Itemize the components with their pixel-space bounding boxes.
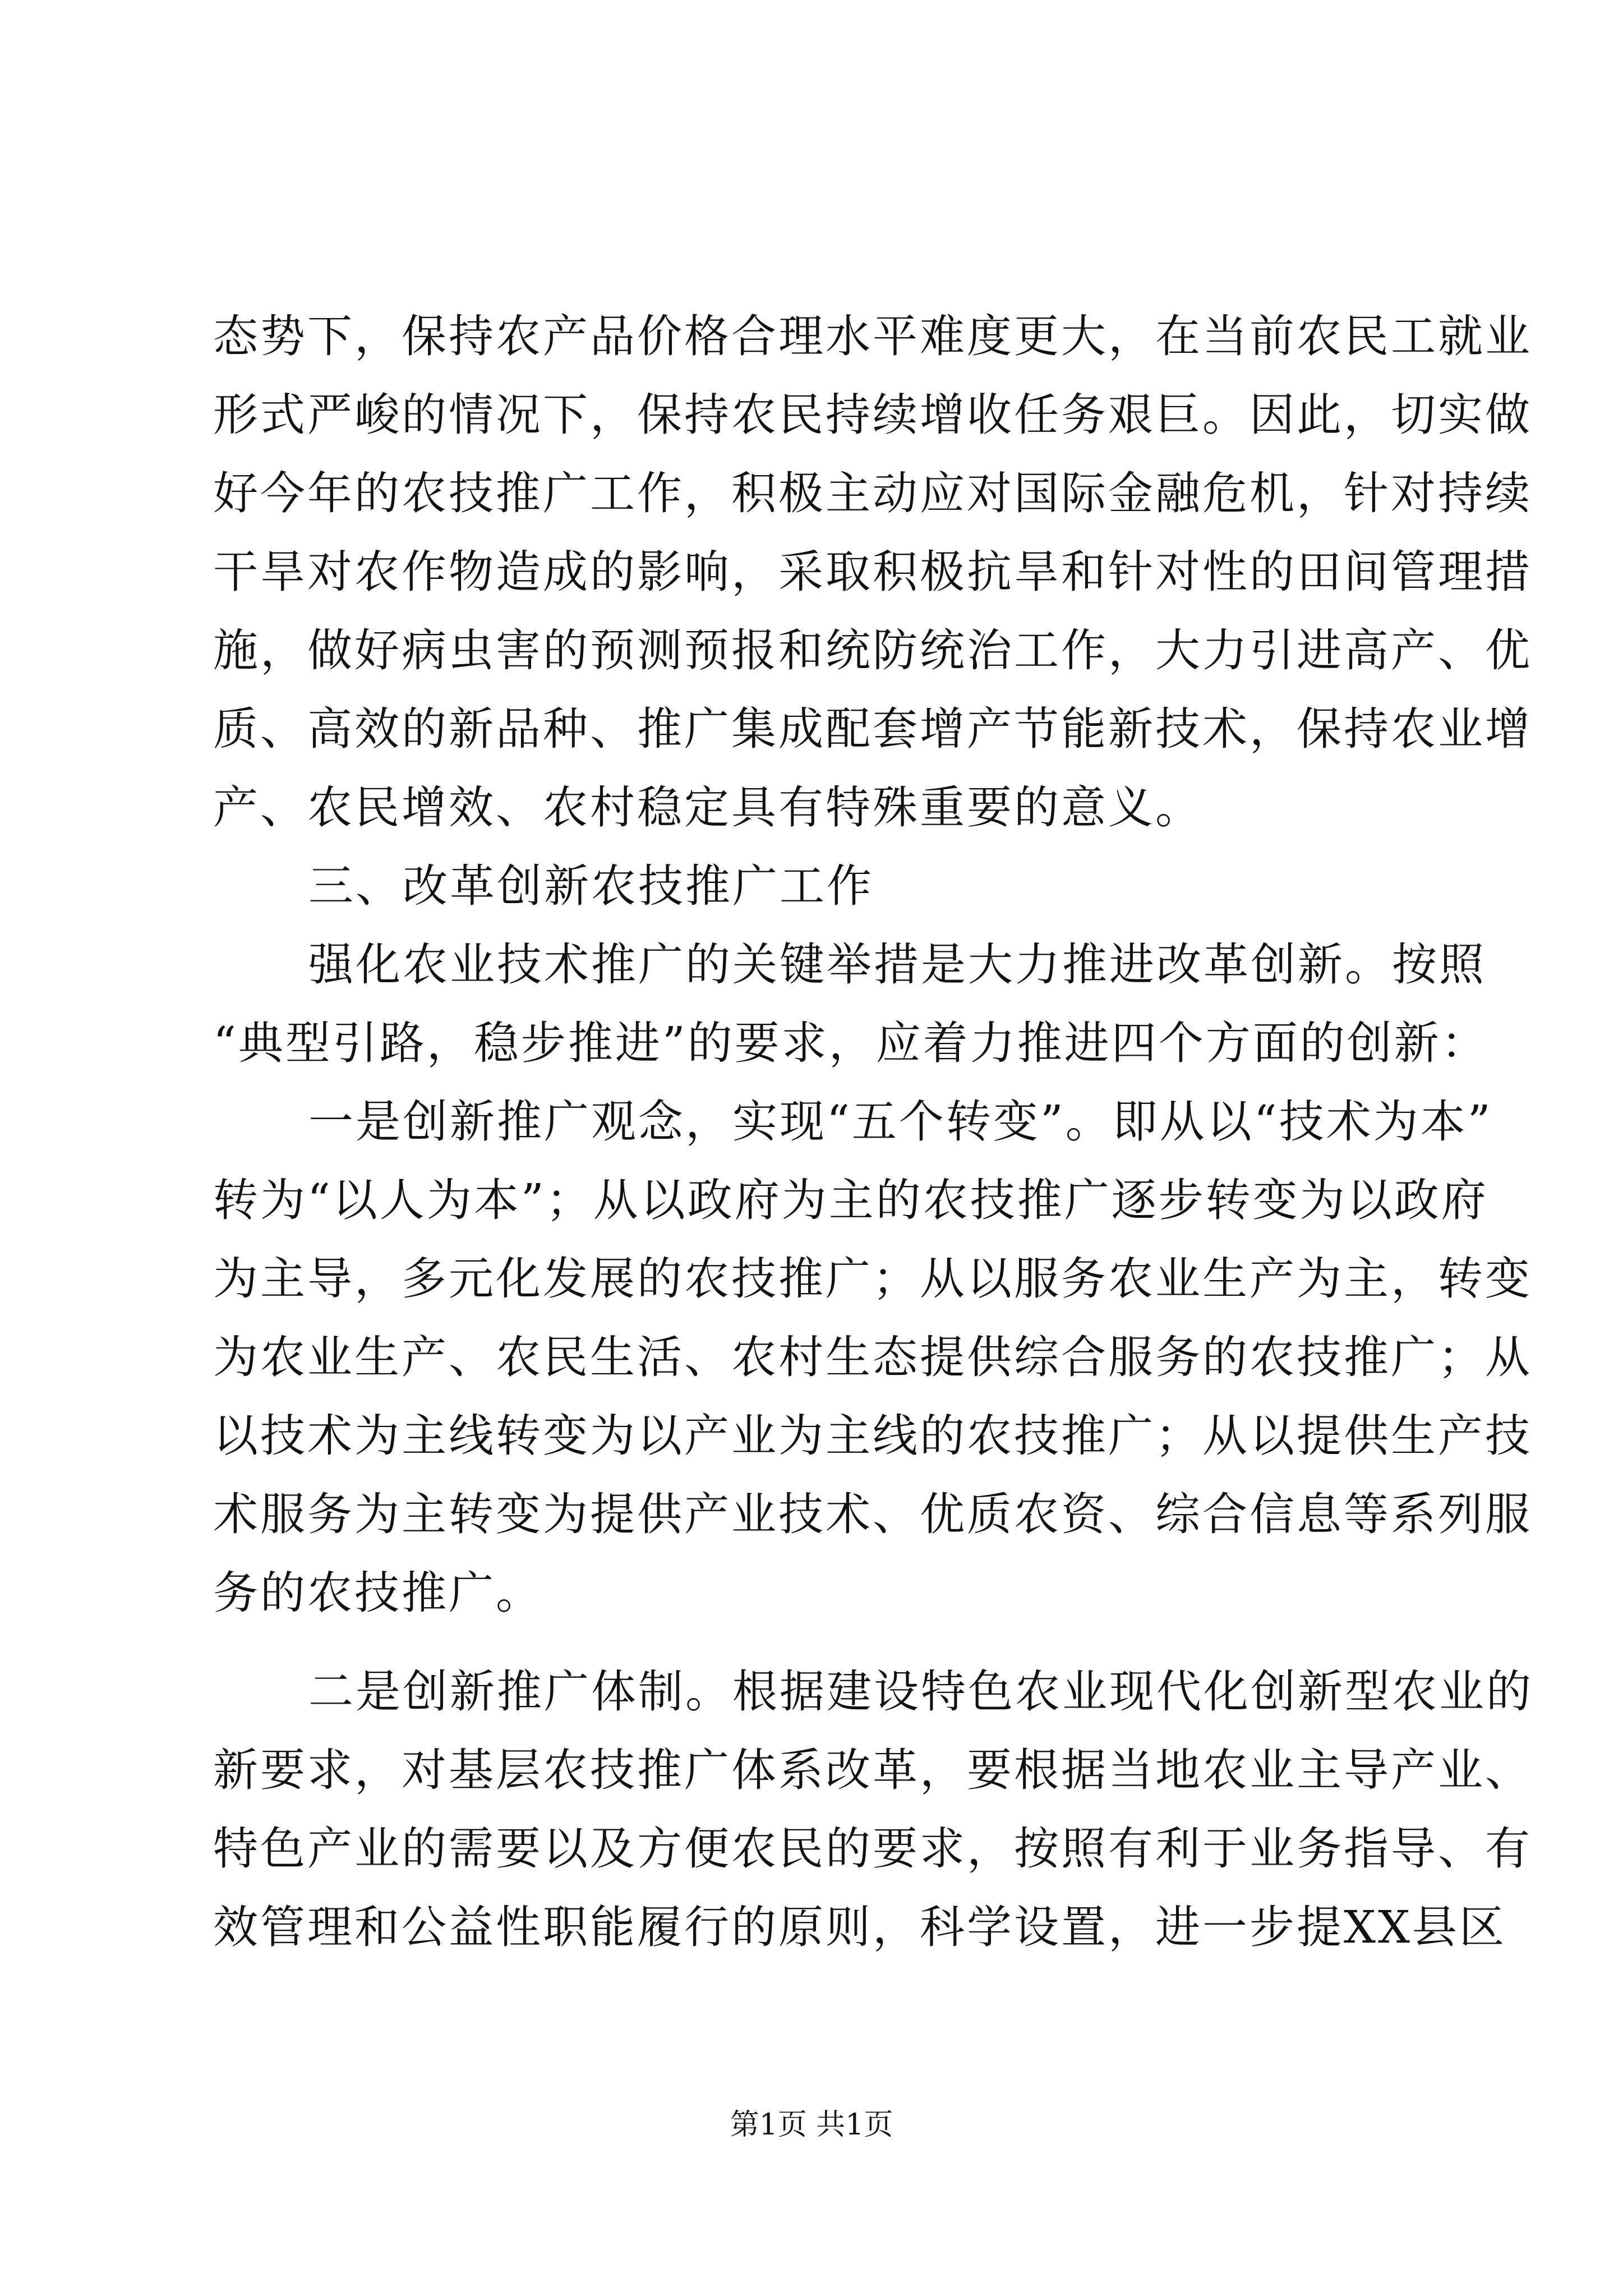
section-heading: 三、改革创新农技推广工作 xyxy=(308,860,874,912)
body-line: 务的农技推广。 xyxy=(213,1567,543,1619)
body-line: 一是创新推广观念，实现“五个转变”。即从以“技术为本” xyxy=(308,1096,1493,1148)
body-line: 以技术为主线转变为以产业为主线的农技推广；从以提供生产技 xyxy=(213,1410,1532,1462)
body-line: 形式严峻的情况下，保持农民持续增收任务艰巨。因此，切实做 xyxy=(213,389,1532,441)
body-line: 转为“以人为本”；从以政府为主的农技推广逐步转变为以政府 xyxy=(213,1174,1488,1226)
body-line: 为农业生产、农民生活、农村生态提供综合服务的农技推广；从 xyxy=(213,1331,1532,1383)
body-line: 态势下，保持农产品价格合理水平难度更大，在当前农民工就业 xyxy=(213,310,1532,362)
body-line: 新要求，对基层农技推广体系改革，要根据当地农业主导产业、 xyxy=(213,1744,1532,1796)
body-line: “典型引路，稳步推进”的要求，应着力推进四个方面的创新： xyxy=(213,1017,1488,1069)
body-line: 产、农民增效、农村稳定具有特殊重要的意义。 xyxy=(213,781,1202,834)
body-line: 为主导，多元化发展的农技推广；从以服务农业生产为主，转变 xyxy=(213,1253,1532,1305)
document-body xyxy=(213,297,1533,1967)
body-line: 质、高效的新品种、推广集成配套增产节能新技术，保持农业增 xyxy=(213,703,1532,755)
body-line: 术服务为主转变为提供产业技术、优质农资、综合信息等系列服 xyxy=(213,1488,1532,1540)
body-line: 好今年的农技推广工作，积极主动应对国际金融危机，针对持续 xyxy=(213,467,1532,519)
body-line: 施，做好病虫害的预测预报和统防统治工作，大力引进高产、优 xyxy=(213,624,1532,677)
page-footer: 第1页 共1页 xyxy=(730,2108,893,2142)
body-line: 二是创新推广体制。根据建设特色农业现代化创新型农业的 xyxy=(308,1665,1533,1718)
body-line: 干旱对农作物造成的影响，采取积极抗旱和针对性的田间管理措 xyxy=(213,546,1532,598)
body-line: 特色产业的需要以及方便农民的要求，按照有利于业务指导、有 xyxy=(213,1823,1532,1875)
body-line: 强化农业技术推广的关键举措是大力推进改革创新。按照 xyxy=(308,938,1486,991)
body-line: 效管理和公益性职能履行的原则，科学设置，进一步提XX县区 xyxy=(213,1901,1506,1953)
